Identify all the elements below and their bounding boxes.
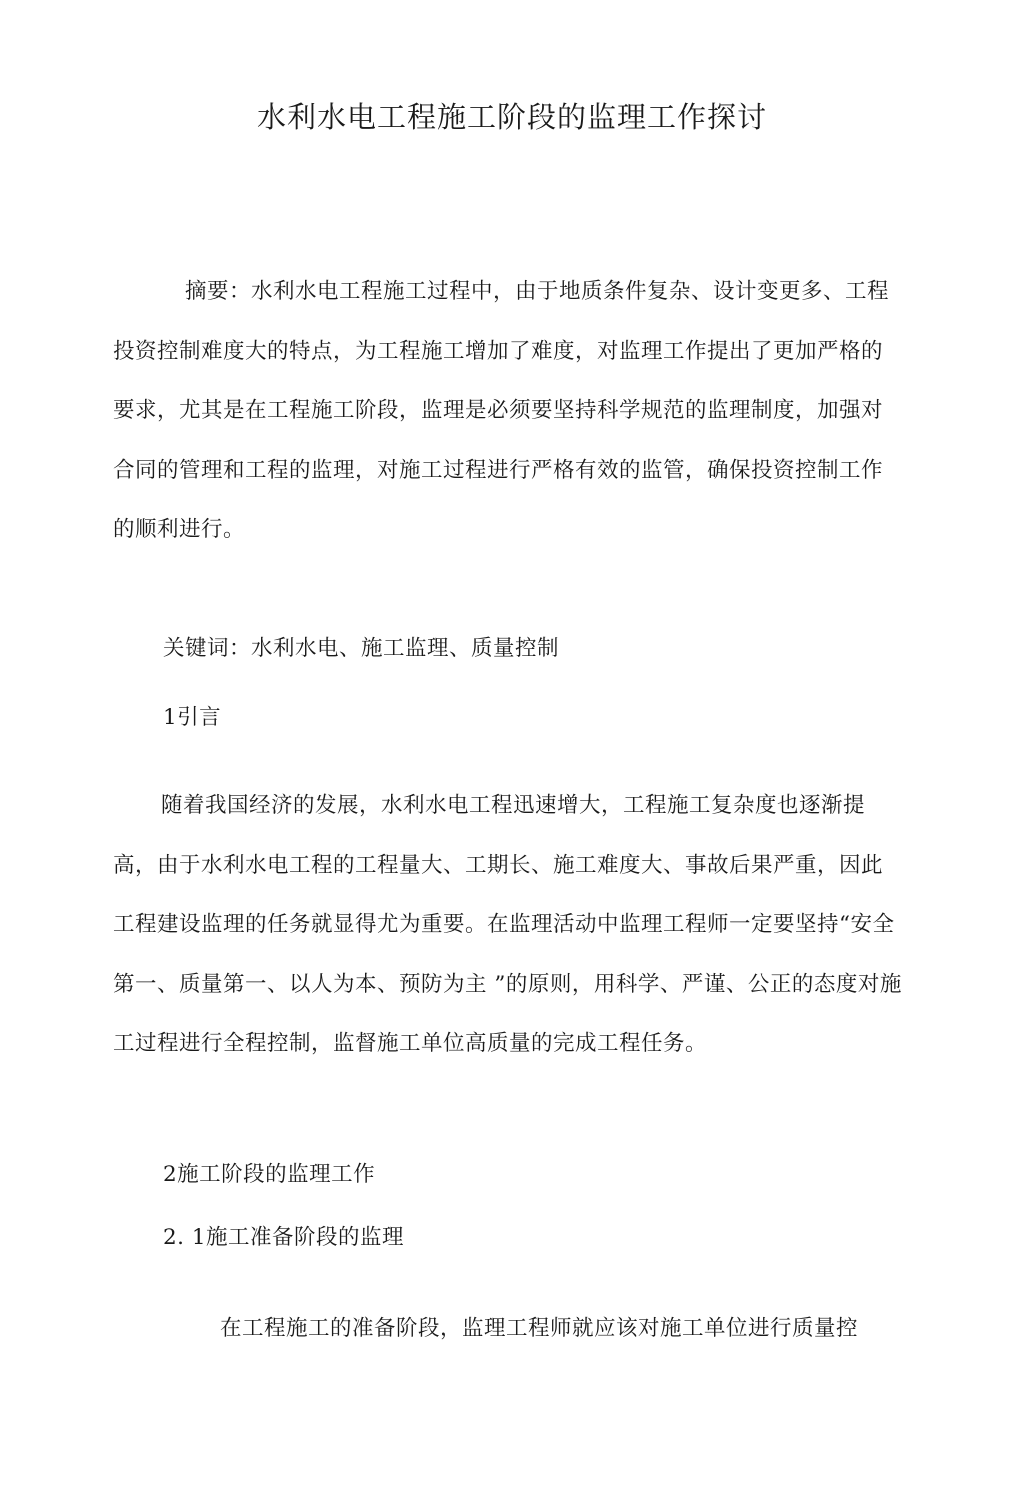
- document-title: 水利水电工程施工阶段的监理工作探讨: [256, 100, 767, 134]
- section-1-heading: 1引言: [163, 705, 222, 730]
- section-2-1-heading: 2. 1施工准备阶段的监理: [163, 1225, 405, 1250]
- section-1-paragraph: 随着我国经济的发展，水利水电工程迅速增大，工程施工复杂度也逐渐提高，由于水利水电工程的工程量大、工期长、施工难度大、事故后果严重，因此工程建设监理的任务就显得尤为重要。在监理活动中监理工程师一定要坚持“安全第一、质量第一、以人为本、预防为主 ”的原则，用科学、严谨、公正的态度对施工过程进行全程控制，监督施工单位高质量的完成工程任务。: [113, 793, 902, 1056]
- abstract-paragraph: 摘要：水利水电工程施工过程中，由于地质条件复杂、设计变更多、工程投资控制难度大的特点，为工程施工增加了难度，对监理工作提出了更加严格的要求，尤其是在工程施工阶段，监理是必须要坚持科学规范的监理制度，加强对合同的管理和工程的监理，对施工过程进行严格有效的监管，确保投资控制工作的顺利进行。: [113, 279, 890, 542]
- section-2-heading: 2施工阶段的监理工作: [163, 1162, 376, 1187]
- section-2-1-paragraph: 在工程施工的准备阶段，监理工程师就应该对施工单位进行质量控: [220, 1316, 859, 1341]
- keywords-line: 关键词：水利水电、施工监理、质量控制: [163, 636, 560, 661]
